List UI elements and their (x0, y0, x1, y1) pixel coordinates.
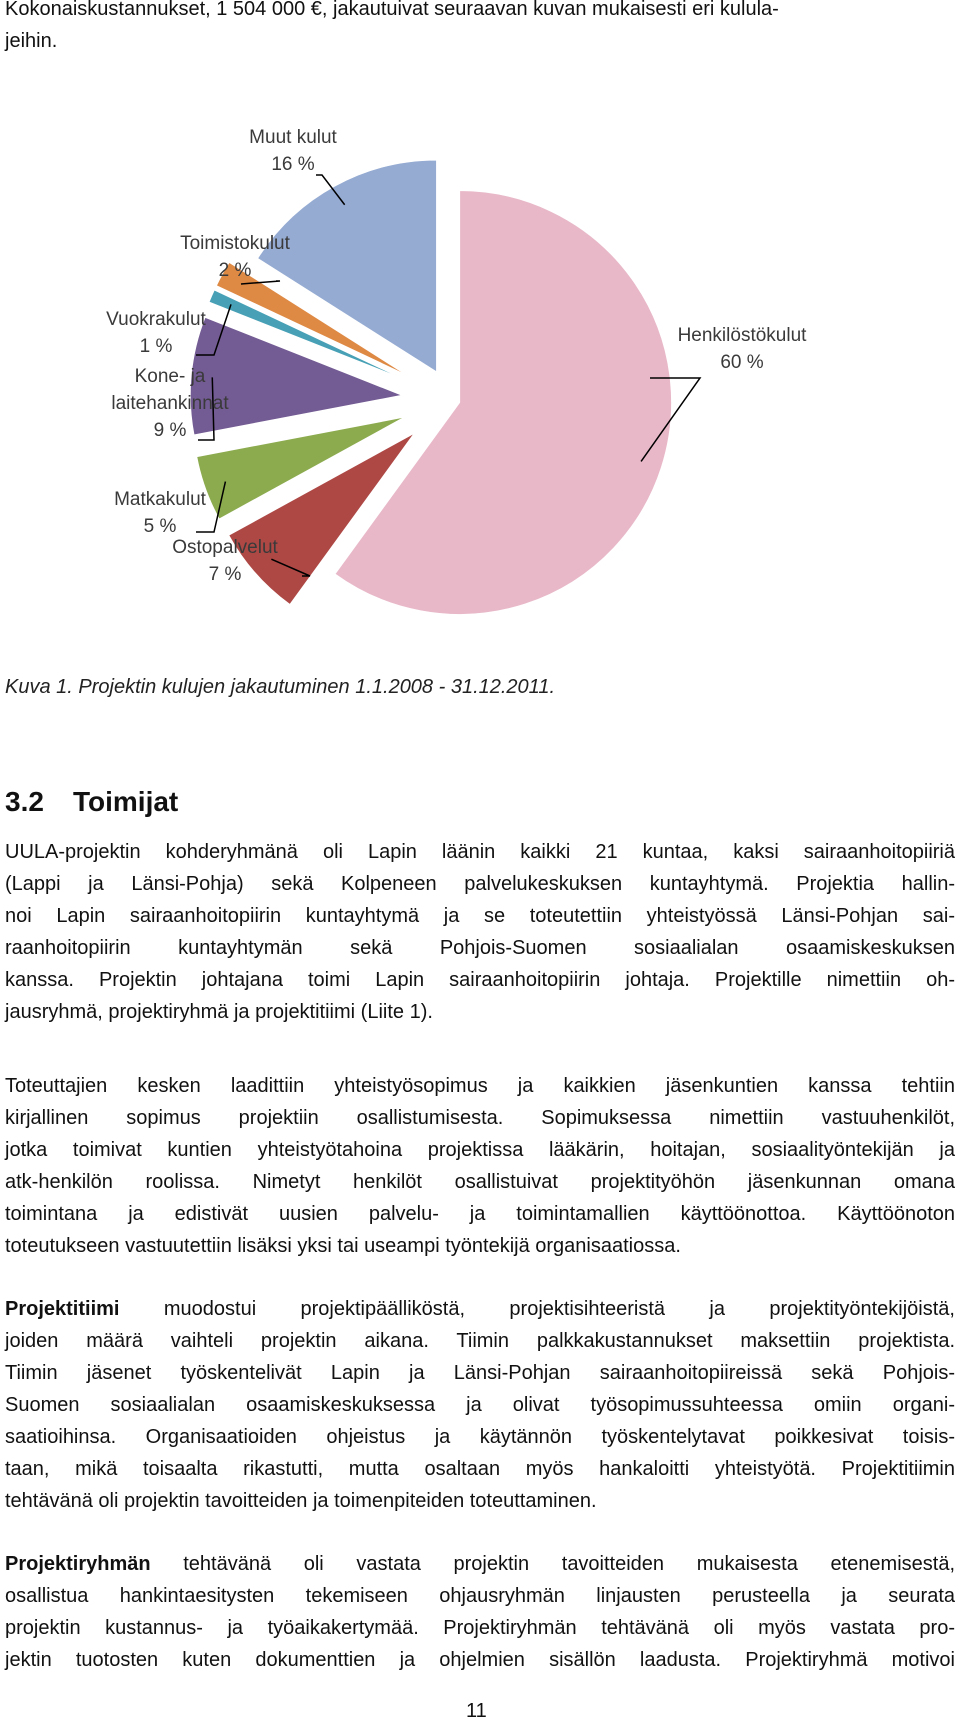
section-title: Toimijat (73, 786, 179, 817)
slice-label: Henkilöstökulut (677, 325, 807, 346)
paragraph-line: UULA-projektin kohderyhmänä oli Lapin läänin kaikki 21 kuntaa, kaksi sairaanhoitopiiriä (5, 841, 955, 863)
paragraph-line: projektin kustannus- ja työaikakertymää. Projektiryhmän tehtävänä oli myös vastata pro- (5, 1617, 955, 1639)
slice-label: 5 % (143, 516, 177, 537)
paragraph-line: (Lappi ja Länsi-Pohja) sekä Kolpeneen palvelukeskuksen kuntayhtymä. Projektia hallin- (5, 873, 955, 895)
slice-label: 16 % (271, 154, 315, 175)
slice-label: 9 % (153, 420, 187, 441)
paragraph-line: toimintana ja edistivät uusien palvelu- ja toimintamallien käyttöönottoa. Käyttöönoton (5, 1203, 955, 1225)
paragraph-3 (5, 1293, 955, 1517)
slice-label: 1 % (139, 336, 173, 357)
paragraph-line: taan, mikä toisaalta rikastutti, mutta osaltaan myös hankaloitti yhteistyötä. Projektitiimin (5, 1458, 955, 1480)
paragraph-text: tehtävänä oli vastata projektin tavoitteiden mukaisesta etenemisestä, (150, 1553, 955, 1575)
intro-line-2: jeihin. (5, 30, 58, 52)
paragraph-line (5, 1293, 955, 1325)
bold-term: Projektiryhmän (5, 1553, 151, 1575)
paragraph-line: tehtävänä oli projektin tavoitteiden ja toimenpiteiden toteuttaminen. (5, 1490, 597, 1512)
slice-label: Kone- ja (134, 366, 206, 387)
slice-label: Ostopalvelut (172, 537, 278, 558)
intro-line-1: Kokonaiskustannukset, 1 504 000 €, jakautuivat seuraavan kuvan mukaisesti eri kulula- (5, 0, 779, 20)
cost-pie-chart (0, 127, 960, 640)
slice-label: laitehankinnat (111, 393, 229, 414)
slice-label: Vuokrakulut (106, 309, 206, 330)
paragraph-line: raanhoitopiirin kuntayhtymän sekä Pohjois-Suomen sosiaalialan osaamiskeskuksen (5, 937, 955, 959)
slice-label: Toimistokulut (180, 233, 290, 254)
paragraph-4 (5, 1548, 955, 1676)
paragraph-1 (5, 836, 955, 1028)
paragraph-line: Suomen sosiaalialan osaamiskeskuksessa ja olivat työsopimussuhteessa omiin organi- (5, 1394, 955, 1416)
paragraph-line: noi Lapin sairaanhoitopiirin kuntayhtymä ja se toteutettiin yhteistyössä Länsi-Pohjan sai- (5, 905, 955, 927)
paragraph-line (5, 1548, 955, 1580)
paragraph-line: jektin tuotosten kuten dokumenttien ja ohjelmien sisällön laadusta. Projektiryhmä motivoi (5, 1649, 955, 1671)
paragraph-line: Tiimin jäsenet työskentelivät Lapin ja Länsi-Pohjan sairaanhoitopiireissä sekä Pohjois- (5, 1362, 955, 1384)
paragraph-2 (5, 1070, 955, 1262)
paragraph-line: osallistua hankintaesitysten tekemiseen ohjausryhmän linjausten perusteella ja seurata (5, 1585, 955, 1607)
paragraph-line: kanssa. Projektin johtajana toimi Lapin sairaanhoitopiirin johtaja. Projektille nimettiin oh- (5, 969, 955, 991)
paragraph-line: atk-henkilön roolissa. Nimetyt henkilöt osallistuivat projektityöhön jäsenkunnan omana (5, 1171, 955, 1193)
section-number: 3.2 (5, 786, 44, 817)
slice-label: Matkakulut (114, 489, 206, 510)
paragraph-line: kirjallinen sopimus projektiin osallistumisesta. Sopimuksessa nimettiin vastuuhenkilöt, (5, 1107, 955, 1129)
slice-label: 60 % (720, 352, 764, 373)
paragraph-line: jotka toimivat kuntien yhteistyötahoina projektissa lääkärin, hoitajan, sosiaalityöntekijän ja (5, 1139, 955, 1161)
slice-label: Muut kulut (249, 127, 337, 148)
slice-label: 7 % (208, 564, 242, 585)
page-number: 11 (466, 1700, 487, 1722)
section-heading (5, 786, 178, 818)
paragraph-line: Toteuttajien kesken laadittiin yhteistyösopimus ja kaikkien jäsenkuntien kanssa tehtiin (5, 1075, 955, 1097)
paragraph-line: saatioihinsa. Organisaatioiden ohjeistus ja käytännön työskentelytavat poikkesivat toisis- (5, 1426, 955, 1448)
bold-term: Projektitiimi (5, 1298, 120, 1320)
paragraph-line: joiden määrä vaihteli projektin aikana. Tiimin palkkakustannukset maksettiin projektista. (5, 1330, 955, 1352)
paragraph-line: toteutukseen vastuutettiin lisäksi yksi tai useampi työntekijä organisaatiossa. (5, 1235, 681, 1257)
paragraph-line: jausryhmä, projektiryhmä ja projektitiimi (Liite 1). (5, 1001, 433, 1023)
paragraph-text: muodostui projektipäälliköstä, projektisihteeristä ja projektityöntekijöistä, (119, 1298, 955, 1320)
slice-label: 2 % (218, 260, 252, 281)
figure-caption: Kuva 1. Projektin kulujen jakautuminen 1.1.2008 - 31.12.2011. (5, 676, 555, 698)
